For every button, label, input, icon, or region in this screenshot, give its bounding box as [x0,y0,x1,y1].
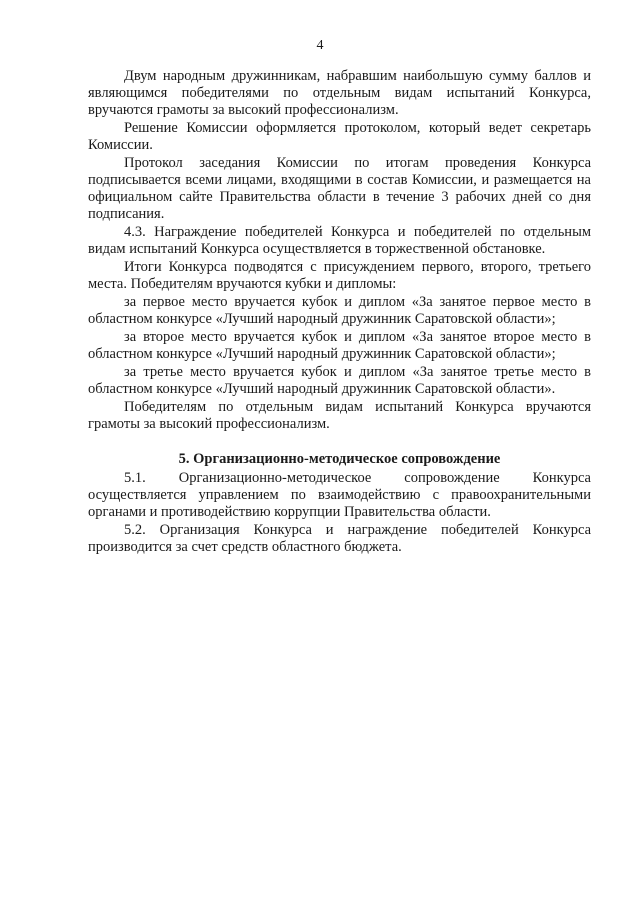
paragraph-results: Итоги Конкурса подводятся с присуждением первого, второго, третьего места. Победителям вручаются кубки и дипломы: [88,259,591,292]
page-number: 4 [316,38,324,53]
paragraph-category-winners: Победителям по отдельным видам испытаний Конкурса вручаются грамоты за высокий профессионализм. [88,399,591,432]
paragraph-first-place: за первое место вручается кубок и диплом «За занятое первое место в областном конкурсе «Лучший народный дружинник Саратовской области»; [88,294,591,327]
paragraph-protocol: Протокол заседания Комиссии по итогам проведения Конкурса подписывается всеми лицами, входящими в состав Комиссии, и размещается на официальном сайте Правительства области в течение 3 рабочих дней со дня подписания. [88,155,591,222]
paragraph-5-1: 5.1. Организационно-методическое сопровождение Конкурса осуществляется управлением по взаимодействию с правоохранительными органами и противодействию коррупции Правительства области. [88,470,591,520]
paragraph-commission-decision: Решение Комиссии оформляется протоколом, который ведет секретарь Комиссии. [88,120,591,153]
paragraph-grants: Двум народным дружинникам, набравшим наибольшую сумму баллов и являющимся победителями по отдельным видам испытаний Конкурса, вручаются грамоты за высокий профессионализм. [88,68,591,118]
document-body [88,68,591,557]
paragraph-5-2: 5.2. Организация Конкурса и награждение победителей Конкурса производится за счет средств областного бюджета. [88,522,591,555]
section-5-title: 5. Организационно-методическое сопровождение [178,451,501,467]
paragraph-second-place: за второе место вручается кубок и диплом «За занятое второе место в областном конкурсе «Лучший народный дружинник Саратовской области»; [88,329,591,362]
paragraph-third-place: за третье место вручается кубок и диплом «За занятое третье место в областном конкурсе «Лучший народный дружинник Саратовской области». [88,364,591,397]
paragraph-4-3: 4.3. Награждение победителей Конкурса и победителей по отдельным видам испытаний Конкурса осуществляется в торжественной обстановке. [88,224,591,257]
